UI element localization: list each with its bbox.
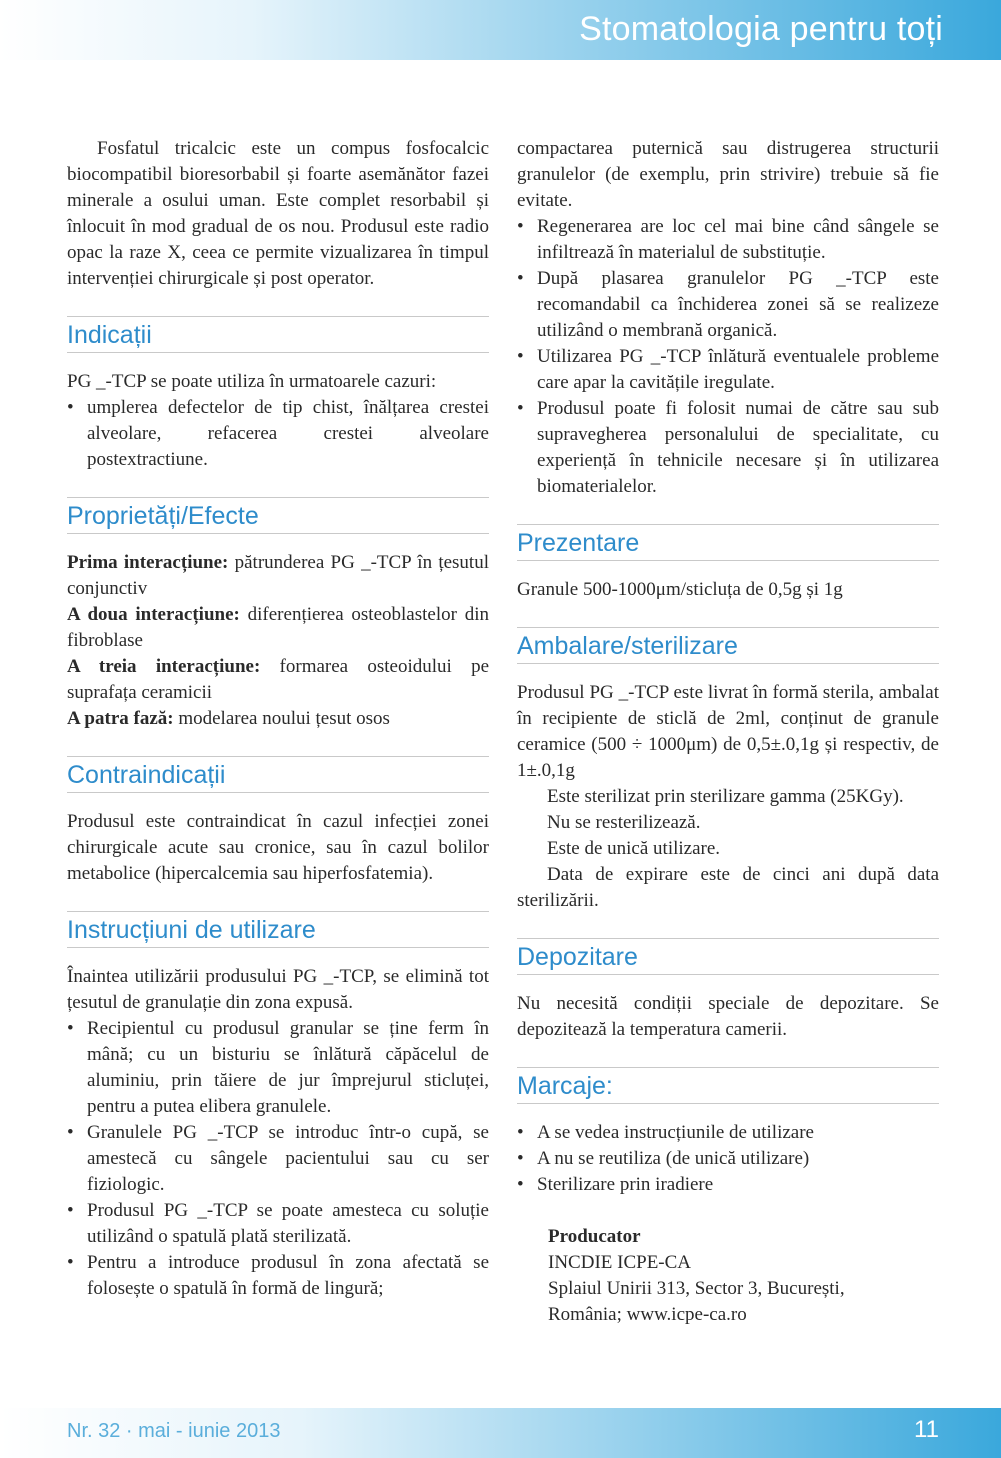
list-item: • Recipientul cu produsul granular se ține ferm în mână; cu un bisturiu se înlătură căpăcelul de aluminiu, prin tăiere de jur împrejurul sticluței, pentru a putea elibera granulele. bbox=[67, 1016, 489, 1120]
property-label: A doua interacțiune: bbox=[67, 604, 240, 625]
list-item: • A se vedea instrucțiunile de utilizare bbox=[517, 1120, 939, 1146]
indicatii-list bbox=[67, 395, 489, 473]
property-row bbox=[67, 706, 489, 732]
list-item: • Pentru a introduce produsul în zona afectată se folosește o spatulă în formă de lingură; bbox=[67, 1250, 489, 1302]
list-item: • A nu se reutiliza (de unică utilizare) bbox=[517, 1146, 939, 1172]
list-item: • Sterilizare prin iradiere bbox=[517, 1172, 939, 1198]
right-column bbox=[517, 136, 939, 1328]
instructiuni-list bbox=[67, 1016, 489, 1302]
list-item: • Produsul PG _-TCP se poate amesteca cu soluție utilizând o spatulă plată sterilizată. bbox=[67, 1198, 489, 1250]
property-text: formarea osteoidului pe suprafața ceramicii bbox=[67, 656, 490, 703]
property-row bbox=[67, 602, 489, 654]
contraindicatii-text: Produsul este contraindicat în cazul infecției zonei chirurgicale acute sau cronice, sau în cazul bolilor metabolice (hipercalcemia sau hiperfosfatemia). bbox=[67, 811, 489, 884]
property-text: diferențierea osteoblastelor din fibroblase bbox=[67, 604, 490, 651]
section-title-depozitare: Depozitare bbox=[517, 938, 939, 975]
ambalare-text: Produsul PG _-TCP este livrat în formă sterila, ambalat în recipiente de sticlă de 2ml, conținut de granule ceramice (500 ÷ 1000μm) de 0,5±.0,1g și respectiv, de 1±.0,1g bbox=[517, 682, 939, 781]
property-label: Prima interacțiune: bbox=[67, 552, 229, 573]
instructiuni-list-continued bbox=[517, 214, 939, 500]
producer-country-web: România; www.icpe-ca.ro bbox=[548, 1304, 747, 1325]
issue-label: Nr. 32 · mai - iunie 2013 bbox=[67, 1420, 281, 1442]
list-item: • umplerea defectelor de tip chist, înălțarea crestei alveolare, refacerea crestei alveolare postextractiune. bbox=[67, 395, 489, 473]
depozitare-text: Nu necesită condiții speciale de depozitare. Se depozitează la temperatura camerii. bbox=[517, 993, 939, 1040]
indicatii-lead: PG _-TCP se poate utiliza în urmatoarele cazuri: bbox=[67, 371, 437, 392]
section-title-contraindicatii: Contraindicații bbox=[67, 756, 489, 793]
list-item: • Regenerarea are loc cel mai bine când sângele se infiltrează în materialul de substituție. bbox=[517, 214, 939, 266]
property-text: modelarea noului țesut osos bbox=[173, 708, 390, 729]
section-title-indicatii: Indicații bbox=[67, 316, 489, 353]
ambalare-text: Este de unică utilizare. bbox=[547, 838, 721, 859]
property-label: A treia interacțiune: bbox=[67, 656, 261, 677]
property-text: pătrunderea PG _-TCP în țesutul conjunctiv bbox=[67, 552, 489, 599]
section-title-ambalare: Ambalare/sterilizare bbox=[517, 627, 939, 664]
producer-name: INCDIE ICPE-CA bbox=[548, 1252, 692, 1273]
continued-paragraph: compactarea puternică sau distrugerea structurii granulelor (de exemplu, prin strivire) trebuie să fie evitate. bbox=[517, 138, 939, 211]
list-item: • După plasarea granulelor PG _-TCP este recomandabil ca închiderea zonei să se realizeze utilizând o membrană organică. bbox=[517, 266, 939, 344]
prezentare-text: Granule 500-1000μm/sticluța de 0,5g și 1g bbox=[517, 579, 843, 600]
left-column bbox=[67, 136, 489, 1302]
list-item: • Produsul poate fi folosit numai de către sau sub supravegherea personalului de specialitate, cu experiență în tehnicile necesare și în utilizarea biomaterialelor. bbox=[517, 396, 939, 500]
section-title-proprietati: Proprietăți/Efecte bbox=[67, 497, 489, 534]
producer-block bbox=[517, 1224, 939, 1328]
property-row bbox=[67, 654, 489, 706]
intro-paragraph: Fosfatul tricalcic este un compus fosfocalcic biocompatibil bioresorbabil și foarte asemănător fazei minerale a osului uman. Este complet resorbabil și înlocuit în mod gradual de os nou. Produsul este radio opac la raze X, ceea ce permite vizualizarea în timpul intervenției chirurgicale și post operator. bbox=[67, 138, 489, 289]
magazine-title: Stomatologia pentru toți bbox=[579, 10, 943, 48]
section-title-prezentare: Prezentare bbox=[517, 524, 939, 561]
producer-address: Splaiul Unirii 313, Sector 3, București, bbox=[548, 1278, 845, 1299]
list-item: • Utilizarea PG _-TCP înlătură eventualele probleme care apar la cavitățile iregulate. bbox=[517, 344, 939, 396]
instructiuni-lead: Înaintea utilizării produsului PG _-TCP, se elimină tot țesutul de granulație din zona expusă. bbox=[67, 966, 489, 1013]
section-title-marcaje: Marcaje: bbox=[517, 1067, 939, 1104]
producer-title-text: Producator bbox=[548, 1226, 641, 1247]
ambalare-text: Nu se resterilizează. bbox=[547, 812, 701, 833]
ambalare-text: Este sterilizat prin sterilizare gamma (25KGy). bbox=[547, 786, 904, 807]
ambalare-text: Data de expirare este de cinci ani după data sterilizării. bbox=[517, 864, 939, 911]
property-label: A patra fază: bbox=[67, 708, 174, 729]
section-title-instructiuni: Instrucțiuni de utilizare bbox=[67, 911, 489, 948]
producer-title bbox=[548, 1224, 939, 1250]
property-row bbox=[67, 550, 489, 602]
list-item: • Granulele PG _-TCP se introduc într-o cupă, se amestecă cu sângele pacientului sau cu ser fiziologic. bbox=[67, 1120, 489, 1198]
page-number: 11 bbox=[914, 1416, 939, 1443]
marcaje-list bbox=[517, 1120, 939, 1198]
